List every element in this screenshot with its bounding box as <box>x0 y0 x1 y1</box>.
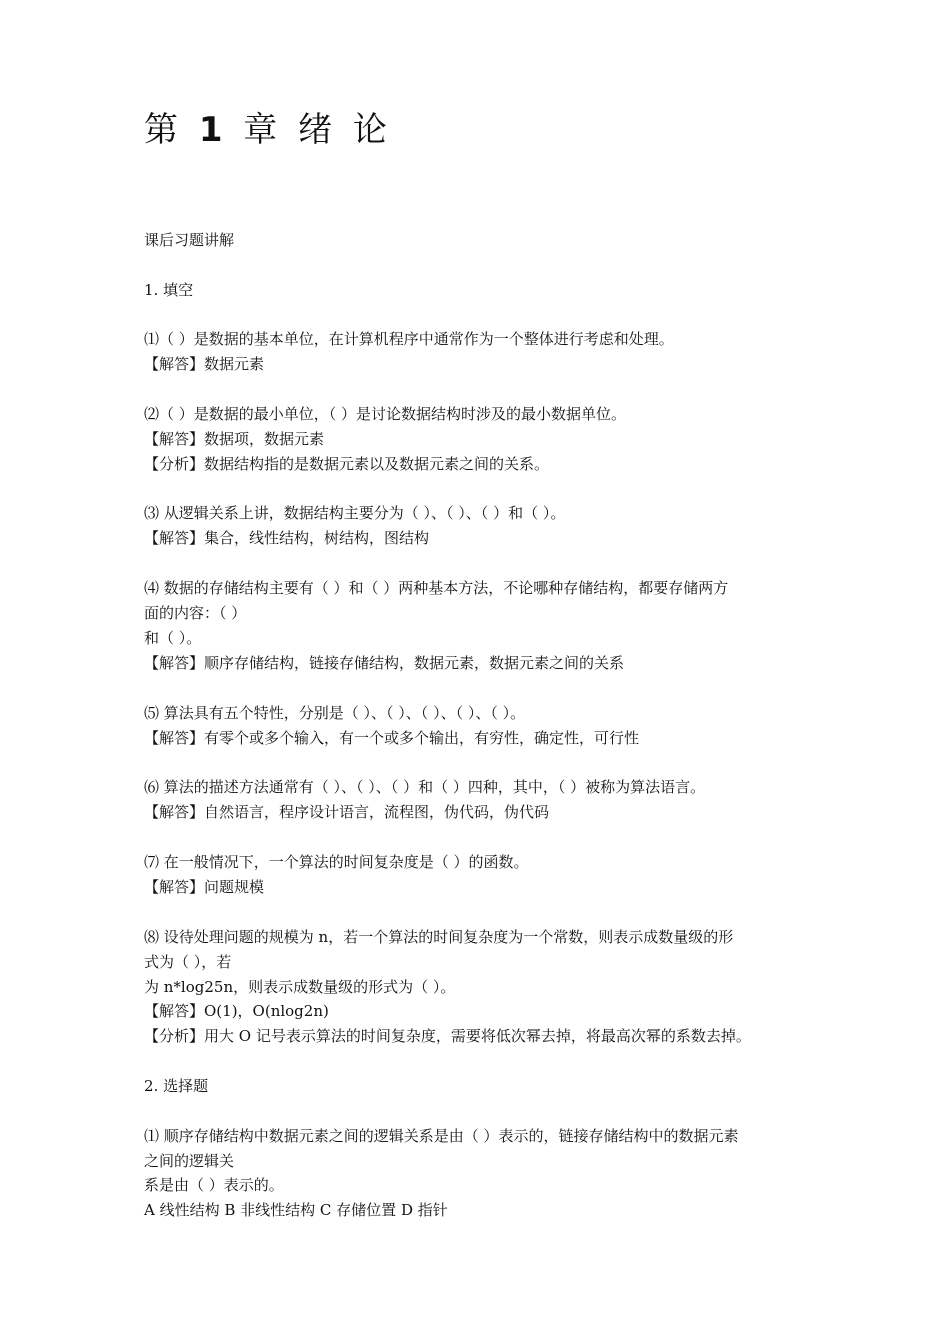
chapter-title-prefix: 第 <box>144 110 180 150</box>
section-heading: 2. 选择题 <box>144 1077 209 1095</box>
answer-text: 【解答】问题规模 <box>144 878 265 896</box>
question-text: ⑸ 算法具有五个特性，分别是（ ）、（ ）、（ ）、（ ）、（ ）。 <box>144 704 526 722</box>
question-text: 式为（ ），若 <box>144 953 232 971</box>
answer-text: 【解答】有零个或多个输入，有一个或多个输出，有穷性，确定性，可行性 <box>144 729 640 747</box>
question-text: 为 n*log25n，则表示成数量级的形式为（ ）。 <box>144 978 456 996</box>
answer-text: 【解答】数据元素 <box>144 355 265 373</box>
chapter-number: 1 <box>198 110 225 150</box>
answer-text: 【解答】自然语言，程序设计语言，流程图，伪代码，伪代码 <box>144 803 550 821</box>
chapter-title-suffix: 章 绪 论 <box>243 110 389 150</box>
question-text: ⑺ 在一般情况下，一个算法的时间复杂度是（ ）的函数。 <box>144 853 529 871</box>
answer-text: 【解答】Ο(1)，Ο(nlog2n) <box>144 1002 329 1020</box>
question-text: ⑶ 从逻辑关系上讲，数据结构主要分为（ ）、（ ）、（ ）和（ ）。 <box>144 504 566 522</box>
answer-text: 【解答】集合，线性结构，树结构，图结构 <box>144 529 430 547</box>
analysis-text: 【分析】用大 O 记号表示算法的时间复杂度，需要将低次幂去掉，将最高次幂的系数去掉。 <box>144 1027 751 1045</box>
answer-text: 【解答】顺序存储结构，链接存储结构，数据元素，数据元素之间的关系 <box>144 654 625 672</box>
question-text: 面的内容：（ ） <box>144 604 247 622</box>
question-text: 之间的逻辑关 <box>144 1152 235 1170</box>
question-text: ⑵（ ）是数据的最小单位，（ ）是讨论数据结构时涉及的最小数据单位。 <box>144 405 627 423</box>
question-text: ⑻ 设待处理问题的规模为 n，若一个算法的时间复杂度为一个常数，则表示成数量级的形 <box>144 928 734 946</box>
section-subtitle: 课后习题讲解 <box>144 231 235 249</box>
section-heading: 1. 填空 <box>144 281 194 299</box>
chapter-title <box>144 108 389 152</box>
question-text: 系是由（ ）表示的。 <box>144 1176 284 1194</box>
choice-options: A 线性结构 B 非线性结构 C 存储位置 D 指针 <box>144 1201 448 1219</box>
question-text: ⑴ 顺序存储结构中数据元素之间的逻辑关系是由（ ）表示的，链接存储结构中的数据元素 <box>144 1127 739 1145</box>
question-text: ⑴（ ）是数据的基本单位，在计算机程序中通常作为一个整体进行考虑和处理。 <box>144 330 674 348</box>
answer-text: 【解答】数据项，数据元素 <box>144 430 325 448</box>
question-text: ⑹ 算法的描述方法通常有（ ）、（ ）、（ ）和（ ）四种，其中，（ ）被称为算法语言。 <box>144 778 706 796</box>
analysis-text: 【分析】数据结构指的是数据元素以及数据元素之间的关系。 <box>144 455 550 473</box>
question-text: 和（ ）。 <box>144 629 202 647</box>
question-text: ⑷ 数据的存储结构主要有（ ）和（ ）两种基本方法，不论哪种存储结构，都要存储两方 <box>144 579 729 597</box>
